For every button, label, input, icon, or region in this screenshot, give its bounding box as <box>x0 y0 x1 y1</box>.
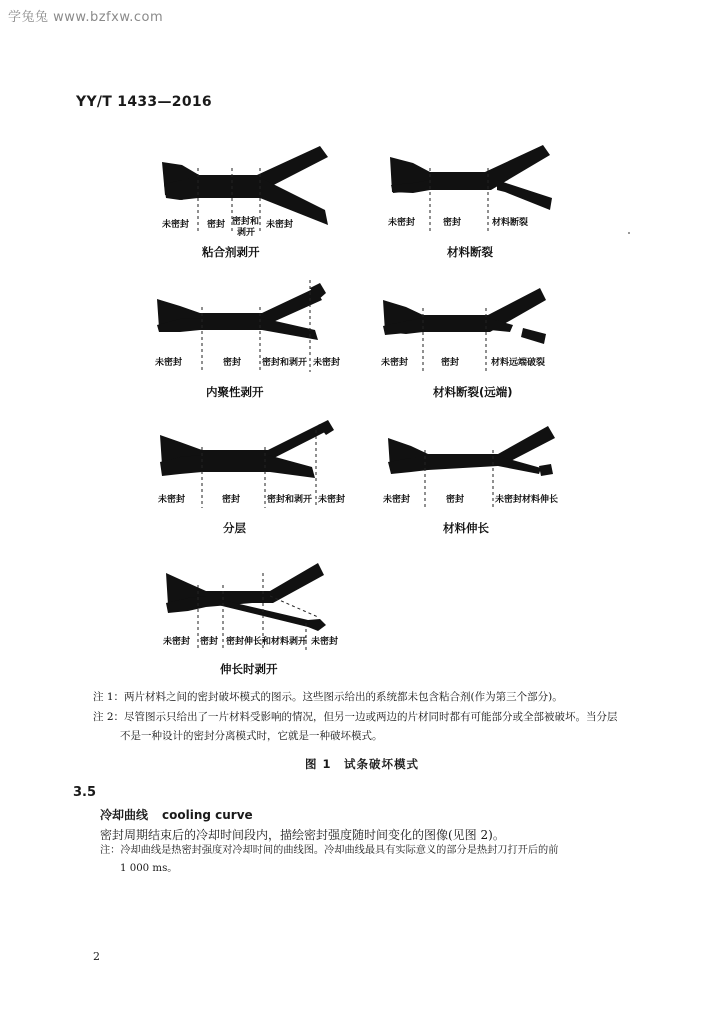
scan-speck <box>628 232 630 234</box>
section-note-line-2: 1 000 ms。 <box>120 863 178 874</box>
figure-caption: 材料断裂(远端) <box>433 385 513 399</box>
figure-caption: 粘合剂剥开 <box>202 245 260 259</box>
figure-adhesive-peel <box>150 140 350 265</box>
standard-number: YY/T 1433—2016 <box>76 94 212 110</box>
label-sealed: 密封 <box>443 218 462 228</box>
term-heading <box>100 806 253 823</box>
label-unsealed: 未密封 <box>388 218 416 228</box>
section-number: 3.5 <box>73 785 97 800</box>
figure-material-rupture-distal <box>378 280 568 405</box>
label-unsealed: 未密封 <box>162 220 190 230</box>
figure-material-rupture <box>385 140 565 265</box>
term-english: cooling curve <box>162 808 253 822</box>
figure-caption: 内聚性剥开 <box>206 385 264 399</box>
label-unsealed: 未密封 <box>266 220 294 230</box>
section-note <box>100 842 660 878</box>
label-unsealed: 未密封 <box>163 637 191 647</box>
watermark-text: 学兔兔 www.bzfxw.com <box>8 10 164 25</box>
label-sealed: 密封 <box>441 358 460 368</box>
label-distal-rupture: 材料远端破裂 <box>491 358 546 368</box>
label-unsealed: 未密封 <box>155 358 183 368</box>
figure-caption: 材料断裂 <box>447 245 493 259</box>
label-peel: 剥开 <box>237 228 256 238</box>
note-1: 注 1：两片材料之间的密封破坏模式的图示。这些图示给出的系统都未包含粘合剂(作为第三个部分)。 <box>93 691 563 703</box>
label-seal-elongation-and-peel: 密封伸长和材料剥开 <box>226 637 308 647</box>
label-sealed: 密封 <box>223 358 242 368</box>
label-unsealed: 未密封 <box>313 358 341 368</box>
figure-cohesive-peel <box>150 280 360 405</box>
figure-title: 图 1 试条破坏模式 <box>304 757 419 771</box>
label-unsealed-material-elongation: 未密封材料伸长 <box>495 495 559 505</box>
note-2-line-1: 注 2：尽管图示只给出了一片材料受影响的情况，但另一边或两边的片材同时都有可能部分或全部被破坏。当分层 <box>93 711 618 723</box>
term-chinese: 冷却曲线 <box>100 808 149 822</box>
label-unsealed: 未密封 <box>311 637 339 647</box>
label-unsealed: 未密封 <box>383 495 411 505</box>
figure-caption: 材料伸长 <box>443 521 489 535</box>
label-sealed-and-peel: 密封和剥开 <box>267 495 313 505</box>
label-sealed: 密封 <box>200 637 219 647</box>
label-unsealed: 未密封 <box>158 495 186 505</box>
figure-caption: 分层 <box>223 521 246 535</box>
figure-peel-during-elongation <box>158 545 358 680</box>
figure-caption: 伸长时剥开 <box>220 662 278 676</box>
note-2-line-2: 不是一种设计的密封分离模式时，它就是一种破坏模式。 <box>120 730 383 742</box>
label-sealed: 密封 <box>222 495 241 505</box>
label-sealed-and-peel: 密封和剥开 <box>262 358 308 368</box>
term-definition: 密封周期结束后的冷却时间段内，描绘密封强度随时间变化的图像(见图 2)。 <box>100 828 505 842</box>
label-unsealed: 未密封 <box>381 358 409 368</box>
section-note-line-1: 注：冷却曲线是热密封强度对冷却时间的曲线图。冷却曲线最具有实际意义的部分是热封刀打开后的前 <box>100 845 559 856</box>
delamination-diagram <box>150 410 360 540</box>
label-unsealed: 未密封 <box>318 495 346 505</box>
page-number: 2 <box>93 950 100 963</box>
label-sealed: 密封 <box>207 220 226 230</box>
label-material-rupture: 材料断裂 <box>492 218 529 228</box>
label-sealed: 密封 <box>446 495 465 505</box>
figure-delamination <box>150 410 360 540</box>
figure-material-elongation <box>383 410 573 540</box>
peel-during-elongation-diagram <box>158 545 358 680</box>
label-sealed-and: 密封和 <box>232 217 260 227</box>
